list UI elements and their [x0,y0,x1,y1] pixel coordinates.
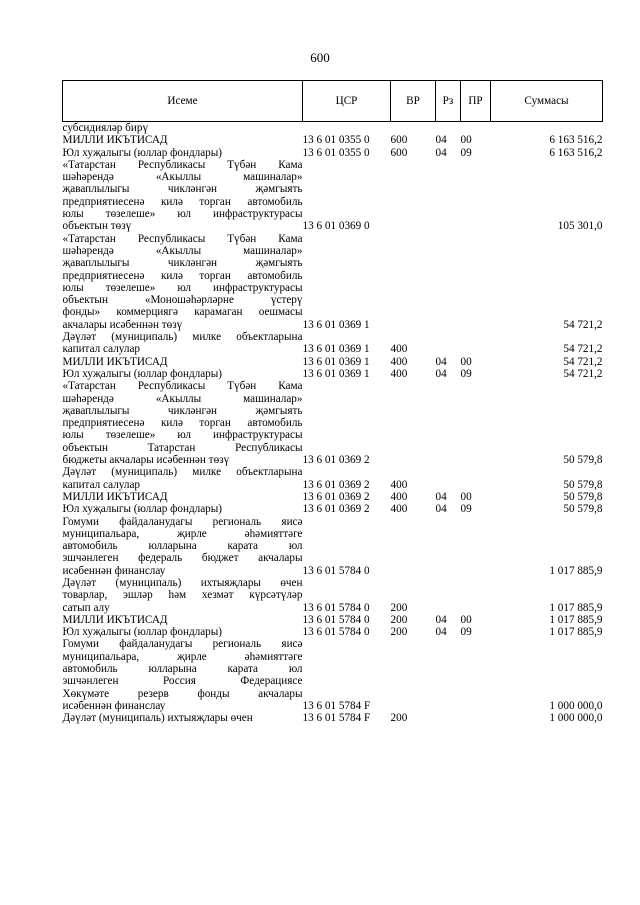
row-rz: 04 [435,146,447,159]
row-pr [461,712,491,724]
row-rz: 04 [435,626,447,639]
table-row [63,159,603,233]
row-csr: 13 6 01 0369 2 [302,490,370,503]
row-csr: 13 6 01 5784 F [302,699,371,712]
row-csr: 13 6 01 0369 2 [302,478,370,491]
row-rz: 04 [435,490,447,503]
row-csr: 13 6 01 0369 0 [302,220,370,233]
row-pr [461,466,491,491]
row-vr: 400 [390,367,408,380]
row-vr: 400 [390,478,408,491]
row-pr [461,331,491,356]
row-pr: 09 [460,367,472,380]
row-name-line: Юл хуҗалыгы (юллар фондлары) [62,626,223,639]
row-name-line: эшчәнлеген федераль бюджет акчалары [62,552,303,565]
table-row [63,626,603,638]
table-row [63,712,603,724]
row-name-line: Гомуми файдаланудагы региональ яисә [62,638,303,651]
row-csr [303,122,391,135]
row-name [63,466,303,491]
row-vr: 600 [390,146,408,159]
table-row [63,122,603,135]
row-name-line: юлы төзелеше» юл инфраструктурасы [62,208,303,221]
row-csr: 13 6 01 5784 0 [302,613,370,626]
row-pr [461,159,491,233]
row-rz [436,380,461,466]
row-sum: 1 017 885,9 [549,601,603,614]
row-name [63,134,303,146]
row-rz: 04 [435,355,447,368]
table-row [63,356,603,368]
row-name-line: капитал салулар [62,343,141,356]
row-name-line: Гомуми файдаланудагы региональ яисә [62,515,303,528]
row-vr: 600 [390,134,408,147]
row-rz [436,516,461,577]
row-rz: 04 [435,134,447,147]
row-name [63,159,303,233]
row-name-line: «Татарстан Республикасы Түбән Кама [62,158,303,171]
row-sum: 6 163 516,2 [549,146,603,159]
row-pr [461,233,491,331]
row-name [63,491,303,503]
row-sum: 105 301,0 [557,220,603,233]
row-pr: 00 [460,355,472,368]
row-vr [391,233,436,331]
row-sum: 50 579,8 [563,478,603,491]
row-csr: 13 6 01 0369 2 [302,503,370,516]
row-name [63,577,303,614]
row-pr: 00 [460,613,472,626]
row-name [63,147,303,159]
row-vr [391,516,436,577]
table-row [63,638,603,712]
row-name-line: шәһәрендә «Акыллы машиналар» [62,171,303,184]
row-sum [491,122,603,135]
column-header-name: Исеме [63,81,303,122]
row-name-line: исәбеннән финанслау [62,699,166,712]
table-row [63,233,603,331]
row-vr: 400 [390,490,408,503]
row-sum: 1 000 000,0 [549,712,603,725]
row-sum: 50 579,8 [563,454,603,467]
row-name-line: автомобиль юлларына карата юл [62,663,303,676]
row-pr: 00 [460,490,472,503]
row-vr: 400 [390,343,408,356]
table-row [63,491,603,503]
row-sum: 54 721,2 [563,367,603,380]
row-csr: 13 6 01 5784 0 [302,626,370,639]
row-csr: 13 6 01 5784 0 [302,564,370,577]
row-name-line: муниципальара, җирле әһәмияттәге [62,527,303,540]
row-name-line: объектын төзү [62,220,132,233]
row-csr: 13 6 01 0369 1 [302,355,370,368]
row-sum: 54 721,2 [563,355,603,368]
row-name-line: предприятиесенә килә торган автомобиль [62,269,303,282]
row-name [63,503,303,515]
table-header-row [63,81,603,122]
row-pr: 09 [460,626,472,639]
row-name-line: Дәүләт (муниципаль) милке объектларына [62,466,303,479]
row-name-line: шәһәрендә «Акыллы машиналар» [62,392,303,405]
row-pr: 09 [460,503,472,516]
row-vr: 200 [390,626,408,639]
row-sum: 50 579,8 [563,490,603,503]
row-csr: 13 6 01 0369 2 [302,454,370,467]
row-name [63,233,303,331]
row-name-line: капитал салулар [62,478,141,491]
column-header-vr: ВР [391,81,436,122]
row-name-line: автомобиль юлларына карата юл [62,540,303,553]
row-name-line: җаваплылыгы чикләнгән җәмгыять [62,183,303,196]
row-name [63,614,303,626]
row-rz [436,638,461,712]
row-name [63,626,303,638]
row-name-line: товарлар, эшләр һәм хезмәт күрсәтүләр [62,589,303,602]
row-rz [436,466,461,491]
row-name-line: юлы төзелеше» юл инфраструктурасы [62,281,303,294]
row-name-line: фонды» коммерциягә карамаган оешмасы [62,306,303,319]
row-name-line: Дәүләт (муниципаль) милке объектларына [62,331,303,344]
table-row [63,516,603,577]
row-rz [436,577,461,614]
row-rz: 04 [435,503,447,516]
table-row [63,614,603,626]
row-pr: 00 [460,134,472,147]
row-pr [461,638,491,712]
row-name-line: МИЛЛИ ИКЪТИСАД [62,490,168,503]
row-name-line: сатып алу [62,601,110,614]
row-rz [436,331,461,356]
row-sum: 1 017 885,9 [549,613,603,626]
row-vr [391,159,436,233]
row-name-line: Дәүләт (муниципаль) ихтыяҗлары өчен [62,576,303,589]
row-name-line: Хөкүмәте резерв фонды акчалары [62,687,303,700]
row-vr: 400 [390,355,408,368]
row-vr: 200 [390,712,408,725]
row-pr: 09 [460,146,472,159]
row-pr [461,380,491,466]
row-name [63,331,303,356]
row-sum: 1 000 000,0 [549,699,603,712]
row-name-line: МИЛЛИ ИКЪТИСАД [62,134,168,147]
row-name-line: эшчәнлеген Россия Федерациясе [62,675,303,688]
table-row [63,331,603,356]
row-name-line: объектын Татарстан Республикасы [62,441,303,454]
table-row [63,134,603,146]
row-rz [436,122,461,135]
row-pr [461,577,491,614]
column-header-pr: ПР [461,81,491,122]
row-csr: 13 6 01 0369 1 [302,318,370,331]
row-csr: 13 6 01 0369 1 [302,367,370,380]
table-row [63,577,603,614]
row-name [63,380,303,466]
row-name-line: бюджеты акчалары исәбеннән төзү [62,454,230,467]
row-name-line: шәһәрендә «Акыллы машиналар» [62,244,303,257]
row-csr: 13 6 01 5784 F [302,712,371,725]
row-sum: 54 721,2 [563,318,603,331]
table-row [63,503,603,515]
column-header-sum: Суммасы [491,81,603,122]
column-header-csr: ЦСР [303,81,391,122]
row-vr [391,638,436,712]
table-row [63,368,603,380]
row-sum: 50 579,8 [563,503,603,516]
table-row [63,147,603,159]
row-sum: 54 721,2 [563,343,603,356]
row-name [63,122,303,135]
row-name-line: Юл хуҗалыгы (юллар фондлары) [62,367,223,380]
row-vr [391,380,436,466]
row-name [63,516,303,577]
row-name-line: җаваплылыгы чикләнгән җәмгыять [62,257,303,270]
row-csr: 13 6 01 0355 0 [302,134,370,147]
row-rz [436,712,461,724]
row-rz [436,233,461,331]
row-name-line: субсидияләр бирү [62,122,149,134]
row-name-line: предприятиесенә килә торган автомобиль [62,417,303,430]
row-rz: 04 [435,613,447,626]
row-name-line: Юл хуҗалыгы (юллар фондлары) [62,503,223,516]
table-row [63,466,603,491]
row-vr: 400 [390,503,408,516]
row-name-line: «Татарстан Республикасы Түбән Кама [62,380,303,393]
row-rz: 04 [435,367,447,380]
row-vr [391,122,436,135]
row-sum: 6 163 516,2 [549,134,603,147]
row-name-line: Юл хуҗалыгы (юллар фондлары) [62,146,223,159]
row-name [63,368,303,380]
page-number: 600 [310,50,330,65]
row-sum: 1 017 885,9 [549,626,603,639]
table-body [63,122,603,725]
row-name-line: юлы төзелеше» юл инфраструктурасы [62,429,303,442]
table-row [63,380,603,466]
row-name-line: МИЛЛИ ИКЪТИСАД [62,613,168,626]
row-csr: 13 6 01 0355 0 [302,146,370,159]
row-name-line: исәбеннән финанслау [62,564,166,577]
row-name [63,356,303,368]
row-name-line: МИЛЛИ ИКЪТИСАД [62,355,168,368]
row-name-line: муниципальара, җирле әһәмияттәге [62,650,303,663]
row-name-line: Дәүләт (муниципаль) ихтыяҗлары өчен [62,712,253,725]
row-pr [461,516,491,577]
row-vr: 200 [390,601,408,614]
row-name-line: предприятиесенә килә торган автомобиль [62,195,303,208]
row-rz [436,159,461,233]
row-name-line: «Татарстан Республикасы Түбән Кама [62,232,303,245]
budget-table [62,80,603,725]
row-name [63,638,303,712]
row-name [63,712,303,724]
row-name-line: җаваплылыгы чикләнгән җәмгыять [62,404,303,417]
row-sum: 1 017 885,9 [549,564,603,577]
row-csr: 13 6 01 5784 0 [302,601,370,614]
row-csr: 13 6 01 0369 1 [302,343,370,356]
row-name-line: акчалары исәбеннән төзү [62,318,183,331]
row-name-line: объектын «Моношәһәрләрне үстерү [62,294,303,307]
column-header-rz: Рз [436,81,461,122]
row-vr: 200 [390,613,408,626]
row-pr [461,122,491,135]
